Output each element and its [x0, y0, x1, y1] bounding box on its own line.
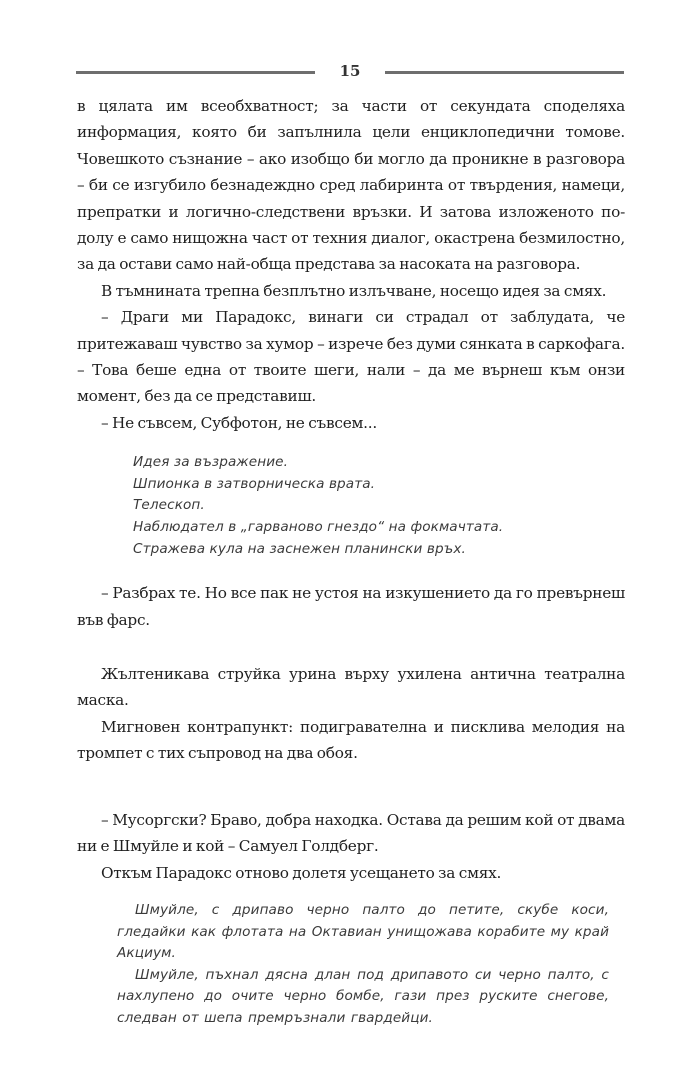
- paragraph-1: в цялата им всеобхватност; за части от секундата споделяха информация, която би запълнила цели енциклопедични томове. Човешкото съзнание – ако изобщо би могло да проникне в разговора – би се изгубило безнадеждно сред лабиринта от твърдения, намеци, препратки и логично-следствени връзки. И затова изложеното по-долу е само нищожна част от техния диалог, окастрена безмилостно, за да остави само най-обща представа за насоката на разговора.: [77, 97, 625, 274]
- page-number: 15: [339, 62, 361, 80]
- page-header: [76, 56, 624, 86]
- list-item: Стражева кула на заснежен планински връх.: [133, 540, 466, 557]
- paragraph-5: – Разбрах те. Но все пак не устоя на изкушението да го превърнеш във фарс.: [77, 584, 625, 629]
- handwritten-list-2: [117, 900, 609, 1030]
- paragraph-6: Жълтеникава струйка урина върху ухилена антична театрална маска.: [77, 665, 625, 710]
- list-item: Идея за възражение.: [133, 454, 289, 471]
- list-item: Телескоп.: [133, 497, 205, 514]
- list-item: Шмуйле, пъхнал дясна длан под дрипавото си черно палто, с нахлупено до очите черно бомбе, гази през руските снегове, следван от шепа премръзнали гвардейци.: [117, 966, 609, 1026]
- paragraph-2: В тъмнината трепна безплътно излъчване, носещо идея за смях.: [101, 281, 607, 300]
- paragraph-8: – Мусоргски? Браво, добра находка. Остава да решим кой от двама ни е Шмуйле и кой – Самуел Голдберг.: [77, 810, 625, 856]
- paragraph-3: – Драги ми Парадокс, винаги си страдал от заблудата, че притежаваш чувство за хумор – изрече без думи сянката в саркофага. – Това беше една от твоите шеги, нали – да ме върнеш към онзи момент, без да се представиш.: [77, 308, 625, 406]
- list-item: Наблюдател в „гарваново гнездо“ на фокмачтата.: [133, 519, 504, 536]
- list-item: Шмуйле, с дрипаво черно палто до петите, скубе коси, гледайки как флотата на Октавиан унищожава корабите му край Акциум.: [117, 901, 609, 962]
- paragraph-4: – Не съвсем, Субфотон, не съвсем...: [101, 413, 377, 432]
- page-body: [77, 93, 625, 1029]
- handwritten-list-1: [133, 452, 625, 560]
- list-item: Шпионка в затворническа врата.: [133, 475, 376, 492]
- paragraph-7: Мигновен контрапункт: подигравателна и писклива мелодия на тромпет с тих съпровод на два обоя.: [77, 717, 625, 763]
- header-rule-right: [385, 71, 624, 74]
- paragraph-9: Откъм Парадокс отново долетя усещането за смях.: [101, 863, 502, 882]
